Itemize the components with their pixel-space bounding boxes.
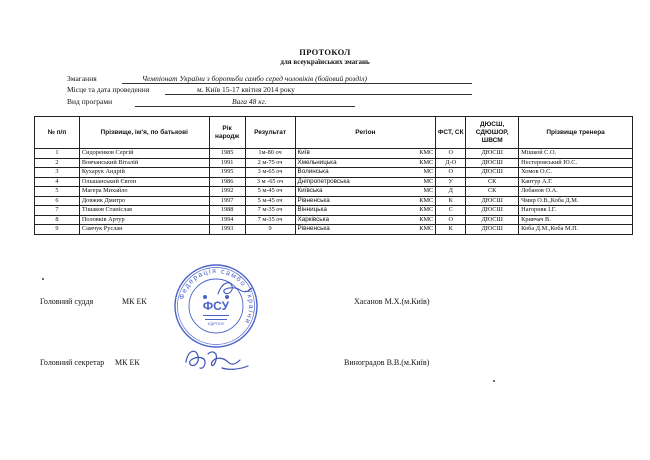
table-row: [35, 168, 633, 178]
table-body: [35, 149, 633, 235]
result: 2 м-75 оч: [245, 158, 295, 168]
secretary-category: МК ЕК: [115, 358, 140, 367]
judge-category: МК ЕК: [122, 297, 147, 306]
region-cell: [295, 225, 436, 235]
sport-rank: МС: [423, 187, 434, 194]
region-cell: [295, 149, 436, 159]
region: Рівненська: [297, 225, 330, 232]
region: Рівненська: [297, 196, 330, 204]
fst-sk: С: [436, 206, 466, 216]
result: 1м-80 оч: [245, 149, 295, 159]
margin-dot: [493, 380, 495, 382]
protocol-subtitle: для всеукраїнських змагань: [280, 58, 370, 66]
table-row: [35, 187, 633, 197]
school: СК: [466, 187, 519, 197]
athlete-name: Вовчанський Віталій: [79, 158, 209, 168]
row-number: 1: [35, 149, 80, 159]
fst-sk: Д: [436, 187, 466, 197]
header-result: Результат: [245, 117, 295, 149]
region-cell: [295, 158, 436, 168]
row-number: 4: [35, 177, 80, 187]
school: ДЮСШ: [466, 149, 519, 159]
birth-year: 1994: [209, 215, 245, 225]
birth-year: 1995: [209, 168, 245, 178]
row-number: 2: [35, 158, 80, 168]
school: ДЮСШ: [466, 206, 519, 216]
athlete-name: Сидоренков Сергій: [79, 149, 209, 159]
header-num: № п/п: [35, 117, 80, 149]
athlete-name: Самчук Руслан: [79, 225, 209, 235]
school: ДЮСШ: [466, 168, 519, 178]
results-table: [34, 116, 633, 235]
header-region: Регіон: [295, 117, 436, 149]
region-cell: [295, 196, 436, 206]
region: Київська: [297, 187, 323, 194]
region: Хмельницька: [297, 158, 337, 166]
coach-name: Чмир О.В.,Коба Д.М.: [519, 196, 633, 206]
school: ДЮСШ: [466, 215, 519, 225]
result: 5 м-45 оч: [245, 196, 295, 206]
program-value: Вага 48 кг.: [232, 97, 267, 106]
secretary-signature: [182, 340, 252, 376]
birth-year: 1986: [209, 177, 245, 187]
athlete-name: Половків Артур: [79, 215, 209, 225]
coach-name: Лобанов О.А.: [519, 187, 633, 197]
coach-name: Коба Д.М.,Коба М.П.: [519, 225, 633, 235]
row-number: 7: [35, 206, 80, 216]
table-header-row: [35, 117, 633, 149]
region: Вінницька: [297, 206, 327, 213]
fst-sk: О: [436, 168, 466, 178]
athlete-name: Довжик Дмитро: [79, 196, 209, 206]
school: ДЮСШ: [466, 225, 519, 235]
athlete-name: Кухарук Андрій: [79, 168, 209, 178]
sport-rank: КМС: [419, 158, 434, 166]
table-row: [35, 177, 633, 187]
sport-rank: КМС: [419, 196, 434, 204]
fst-sk: У: [436, 177, 466, 187]
region: Київ: [297, 149, 310, 156]
judge-name: Хасанов М.Х.(м.Київ): [354, 297, 430, 306]
result: 9: [245, 225, 295, 235]
coach-name: Нагорняк І.Г.: [519, 206, 633, 216]
place-value: м. Київ 15-17 квітня 2014 року: [197, 85, 295, 94]
birth-year: 1991: [209, 158, 245, 168]
protocol-title: ПРОТОКОЛ: [299, 47, 351, 57]
competition-value: Чемпіонат України з боротьби самбо серед чоловіків (бойовий розділ): [142, 74, 368, 83]
table-row: [35, 206, 633, 216]
fst-sk: О: [436, 149, 466, 159]
header-fst: ФСТ, СК: [436, 117, 466, 149]
coach-name: Хомов О.С.: [519, 168, 633, 178]
birth-year: 1992: [209, 187, 245, 197]
fst-sk: Д-О: [436, 158, 466, 168]
region-cell: [295, 206, 436, 216]
competition-row: [67, 74, 627, 84]
place-label: Місце та дата проведення: [67, 85, 150, 94]
region: Дніпропетровська: [297, 177, 350, 185]
table-row: [35, 225, 633, 235]
coach-name: Нестеровський Ю.С.: [519, 158, 633, 168]
row-number: 8: [35, 215, 80, 225]
school: ДЮСШ: [466, 158, 519, 168]
row-number: 9: [35, 225, 80, 235]
program-label: Вид програми: [67, 97, 113, 106]
row-number: 3: [35, 168, 80, 178]
header-school: ДЮСШ, СДЮШОР, ШВСМ: [466, 117, 519, 149]
stamp-code: ЄДРПОУ: [207, 321, 225, 326]
region-cell: [295, 187, 436, 197]
coach-name: Кривчач В.: [519, 215, 633, 225]
table-row: [35, 196, 633, 206]
margin-dot: [42, 278, 44, 280]
school: СК: [466, 177, 519, 187]
header-name: Прізвище, ім'я, по батькові: [79, 117, 209, 149]
school: ДЮСШ: [466, 196, 519, 206]
judge-signature: [212, 274, 256, 304]
stamp-ring-text: Федерація самбо України: [178, 267, 255, 326]
sport-rank: КМС: [419, 206, 434, 213]
result: 3 м -65 оч: [245, 177, 295, 187]
table-row: [35, 149, 633, 159]
region-cell: [295, 168, 436, 178]
sport-rank: МС: [423, 177, 434, 185]
birth-year: 1993: [209, 225, 245, 235]
fst-sk: О: [436, 215, 466, 225]
stamp-center-text: ФСУ: [202, 299, 230, 313]
competition-label: Змагання: [67, 74, 97, 83]
secretary-label: Головний секретар: [40, 358, 105, 367]
row-number: 5: [35, 187, 80, 197]
region-cell: [295, 215, 436, 225]
birth-year: 1997: [209, 196, 245, 206]
coach-name: Мішкой С.О.: [519, 149, 633, 159]
birth-year: 1985: [209, 149, 245, 159]
row-number: 6: [35, 196, 80, 206]
coach-name: Кантур А.Г.: [519, 177, 633, 187]
birth-year: 1988: [209, 206, 245, 216]
region-cell: [295, 177, 436, 187]
place-row: [67, 85, 627, 95]
result: 5 м-45 оч: [245, 187, 295, 197]
sport-rank: КМС: [419, 149, 434, 156]
header-year: Рік народж: [209, 117, 245, 149]
sport-rank: КМС: [419, 225, 434, 232]
result: 7 м-35 оч: [245, 206, 295, 216]
judge-label: Головний суддя: [40, 297, 94, 306]
result: 7 м-35 оч: [245, 215, 295, 225]
athlete-name: Магера Михайло: [79, 187, 209, 197]
header-coach: Прізвище тренера: [519, 117, 633, 149]
fst-sk: К: [436, 196, 466, 206]
program-row: [67, 97, 627, 107]
secretary-name: Виноградов В.В.(м.Київ): [344, 358, 430, 367]
athlete-name: Ольшанський Євген: [79, 177, 209, 187]
fst-sk: К: [436, 225, 466, 235]
table-row: [35, 158, 633, 168]
region: Харківська: [297, 215, 329, 223]
region: Волинська: [297, 168, 329, 175]
sport-rank: КМС: [419, 215, 434, 223]
sport-rank: МС: [423, 168, 434, 175]
result: 3 м-65 оч: [245, 168, 295, 178]
athlete-name: Тішаков Станіслав: [79, 206, 209, 216]
table-row: [35, 215, 633, 225]
